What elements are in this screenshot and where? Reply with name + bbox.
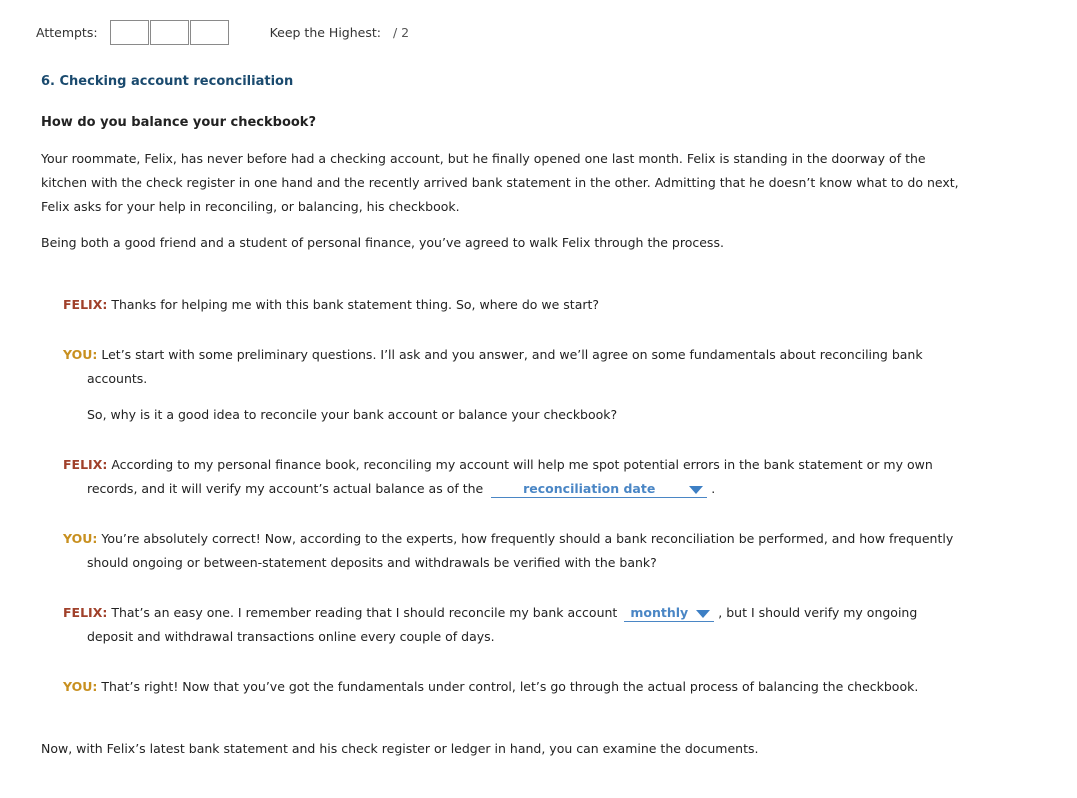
dialog-text: That’s an easy one. I remember reading that I should reconcile my bank account	[111, 605, 618, 620]
attempt-box-2	[150, 20, 189, 45]
dialog-line-felix-2	[63, 453, 967, 501]
speaker-you: YOU:	[63, 531, 98, 546]
dialog-line-you-2	[63, 527, 967, 575]
dialog-text: .	[711, 481, 716, 496]
attempt-box-3	[190, 20, 229, 45]
dialog-text: That’s right! Now that you’ve got the fundamentals under control, let’s go through the actual process of balancing the checkbook.	[101, 679, 919, 694]
keep-highest-label: Keep the Highest:	[269, 24, 381, 40]
dialog-text: Thanks for helping me with this bank statement thing. So, where do we start?	[111, 297, 600, 312]
attempt-box-1	[110, 20, 149, 45]
score-value: / 2	[392, 24, 410, 40]
speaker-you: YOU:	[63, 679, 98, 694]
frequency-dropdown[interactable]	[624, 605, 714, 622]
reconciliation-dropdown[interactable]	[491, 481, 707, 498]
attempts-label: Attempts:	[36, 24, 98, 40]
speaker-felix: FELIX:	[63, 457, 108, 472]
dialog-text: Let’s start with some preliminary questions. I’ll ask and you answer, and we’ll agree on some fundamentals about reconciling bank accounts.	[87, 347, 923, 386]
question-title: 6. Checking account reconciliation	[41, 74, 294, 89]
dialog-line-you-3	[63, 675, 967, 699]
dropdown-arrow-icon	[696, 610, 710, 618]
intro-paragraph-2: Being both a good friend and a student of personal finance, you’ve agreed to walk Felix through the process.	[41, 235, 724, 250]
attempts-bar	[36, 19, 409, 45]
dialog-line-felix-1	[63, 293, 967, 317]
dialog-text: You’re absolutely correct! Now, according to the experts, how frequently should a bank reconciliation be performed, and how frequently should ongoing or between-statement deposits and withdrawals be verified with the bank?	[87, 531, 954, 570]
intro-paragraph-1: Your roommate, Felix, has never before had a checking account, but he finally opened one last month. Felix is standing in the doorway of the kitchen with the check register in one hand and the recently arrived bank statement in the other. Admitting that he doesn’t know what to do next, Felix asks for your help in reconciling, or balancing, his checkbook.	[41, 151, 959, 214]
question-subtitle: How do you balance your checkbook?	[41, 115, 316, 130]
dropdown-selected-value: reconciliation date	[523, 481, 656, 496]
speaker-felix: FELIX:	[63, 605, 108, 620]
dialog-text: According to my personal finance book, reconciling my account will help me spot potential errors in the bank statement or my own records, and it will verify my account’s actual balance as of the	[87, 457, 933, 496]
dropdown-arrow-icon	[689, 486, 703, 494]
dialog-line-felix-3	[63, 601, 967, 649]
speaker-you: YOU:	[63, 347, 98, 362]
attempt-boxes	[110, 20, 230, 45]
dialog-line-you-1-question: So, why is it a good idea to reconcile your bank account or balance your checkbook?	[87, 407, 618, 422]
dialog-line-you-1	[63, 343, 967, 391]
speaker-felix: FELIX:	[63, 297, 108, 312]
dropdown-selected-value: monthly	[630, 605, 689, 620]
dialog-text: , but I should verify my ongoing deposit and withdrawal transactions online every couple of days.	[87, 605, 918, 644]
closing-paragraph: Now, with Felix’s latest bank statement and his check register or ledger in hand, you can examine the documents.	[41, 741, 759, 756]
